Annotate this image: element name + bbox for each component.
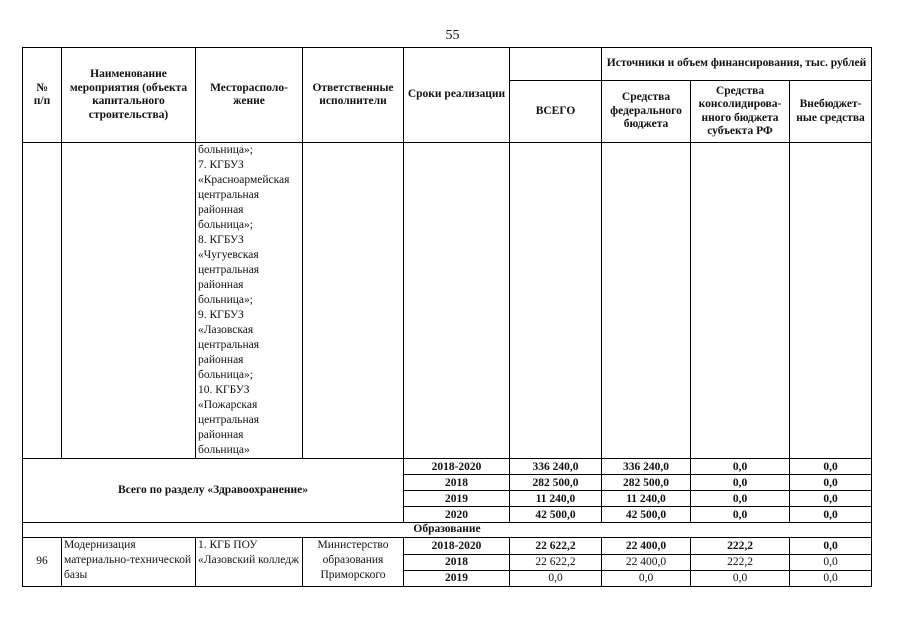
health-extra: 0,0 [790, 459, 872, 475]
item-regional: 222,2 [691, 537, 790, 554]
cell-empty [602, 143, 691, 459]
health-regional: 0,0 [691, 491, 790, 507]
cell-empty [404, 143, 510, 459]
header-extrabudget: Внебюджет-ные средства [790, 81, 872, 143]
page-number: 55 [445, 28, 460, 43]
item-federal: 22 400,0 [602, 554, 691, 570]
health-regional: 0,0 [691, 459, 790, 475]
cell-empty [691, 143, 790, 459]
item-row [23, 537, 872, 554]
item-period: 2019 [404, 570, 510, 586]
header-executors: Ответственные исполнители [303, 48, 404, 143]
health-period: 2018 [404, 475, 510, 491]
section-education: Образование [23, 523, 872, 538]
header-name: Наименование мероприятия (объекта капитального строительства) [62, 48, 196, 143]
health-total-label: Всего по разделу «Здравоохранение» [23, 459, 404, 523]
health-extra: 0,0 [790, 491, 872, 507]
item-regional: 0,0 [691, 570, 790, 586]
continued-row [23, 143, 872, 459]
cell-empty [303, 143, 404, 459]
item-period: 2018-2020 [404, 537, 510, 554]
cell-empty [23, 143, 62, 459]
item-federal: 0,0 [602, 570, 691, 586]
item-period: 2018 [404, 554, 510, 570]
health-federal: 282 500,0 [602, 475, 691, 491]
item-extra: 0,0 [790, 537, 872, 554]
section-row [23, 523, 872, 538]
item-location: 1. КГБ ПОУ «Лазовский колледж [196, 537, 303, 586]
header-federal: Средства федерального бюджета [602, 81, 691, 143]
cell-empty [790, 143, 872, 459]
health-total: 282 500,0 [510, 475, 602, 491]
header-total: ВСЕГО [510, 81, 602, 143]
header-num: № п/п [23, 48, 62, 143]
health-period: 2020 [404, 507, 510, 523]
header-sources: Источники и объем финансирования, тыс. рублей [602, 48, 872, 81]
health-total: 336 240,0 [510, 459, 602, 475]
cell-empty [510, 143, 602, 459]
health-regional: 0,0 [691, 507, 790, 523]
health-federal: 336 240,0 [602, 459, 691, 475]
item-extra: 0,0 [790, 570, 872, 586]
health-total-row [23, 459, 872, 475]
health-extra: 0,0 [790, 507, 872, 523]
item-name: Модернизация материально-технической базы [62, 537, 196, 586]
header-blank [510, 48, 602, 81]
item-federal: 22 400,0 [602, 537, 691, 554]
item-regional: 222,2 [691, 554, 790, 570]
header-regional: Средства консолидирова-нного бюджета субъекта РФ [691, 81, 790, 143]
cell-empty [62, 143, 196, 459]
health-period: 2018-2020 [404, 459, 510, 475]
item-total: 22 622,2 [510, 537, 602, 554]
health-total: 42 500,0 [510, 507, 602, 523]
health-federal: 42 500,0 [602, 507, 691, 523]
health-total: 11 240,0 [510, 491, 602, 507]
item-num: 96 [23, 537, 62, 586]
item-total: 22 622,2 [510, 554, 602, 570]
continued-location: больница»; 7. КГБУЗ «Красноармейская центральная районная больница»; 8. КГБУЗ «Чугуевская центральная районная больница»; 9. КГБУЗ «Лазовская центральная районная больница»; 10. КГБУЗ «Пожарская центральная районная больница» [196, 143, 303, 459]
financing-table [22, 47, 872, 587]
item-total: 0,0 [510, 570, 602, 586]
item-executor: Министерство образования Приморского [303, 537, 404, 586]
header-location: Месторасполо-жение [196, 48, 303, 143]
health-federal: 11 240,0 [602, 491, 691, 507]
header-terms: Сроки реализации [404, 48, 510, 143]
health-regional: 0,0 [691, 475, 790, 491]
health-extra: 0,0 [790, 475, 872, 491]
item-extra: 0,0 [790, 554, 872, 570]
health-period: 2019 [404, 491, 510, 507]
